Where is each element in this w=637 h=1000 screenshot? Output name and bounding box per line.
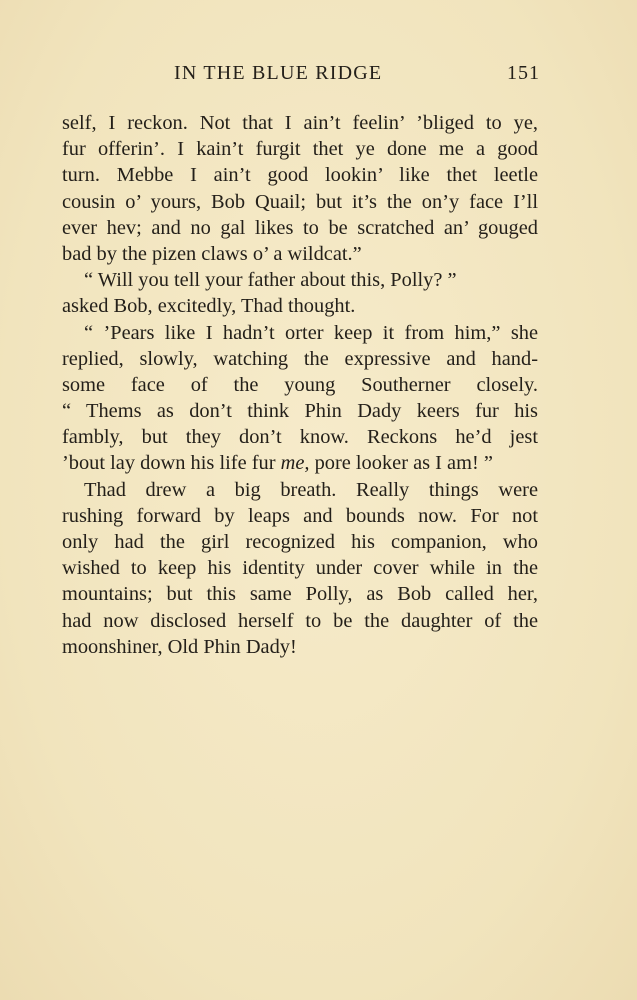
text-line: bad by the pizen claws o’ a wildcat.” bbox=[62, 242, 362, 265]
text-line: self, I reckon. Not that I ain’t feelin’ ’bliged to ye, bbox=[62, 112, 538, 134]
text-line: had now disclosed herself to be the daughter of the bbox=[62, 609, 538, 632]
text-line: turn. Mebbe I ain’t good lookin’ like thet leetle bbox=[62, 164, 538, 187]
running-header bbox=[60, 62, 540, 90]
text-segment: ’bout lay down his life fur bbox=[62, 452, 281, 475]
body-text bbox=[62, 110, 538, 660]
text-line: wished to keep his identity under cover while in the bbox=[62, 557, 538, 580]
running-head-title: IN THE BLUE RIDGE bbox=[174, 62, 383, 84]
text-line: “ ’Pears like I hadn’t orter keep it from him,” she bbox=[84, 321, 538, 344]
text-line: some face of the young Southerner closely. bbox=[62, 373, 538, 396]
italic-word: me, bbox=[280, 452, 310, 475]
text-line: fur offerin’. I kain’t furgit thet ye done me a good bbox=[62, 138, 538, 161]
text-line: fambly, but they don’t know. Reckons he’d jest bbox=[62, 426, 538, 449]
text-segment: pore looker as I am! ” bbox=[309, 452, 493, 475]
text-line: rushing forward by leaps and bounds now. For not bbox=[62, 504, 538, 527]
text-line: cousin o’ yours, Bob Quail; but it’s the on’y face I’ll bbox=[62, 190, 538, 213]
page-number: 151 bbox=[507, 62, 540, 84]
text-line: mountains; but this same Polly, as Bob called her, bbox=[62, 583, 538, 606]
text-line: “ Thems as don’t think Phin Dady keers fur his bbox=[62, 400, 538, 423]
text-line: replied, slowly, watching the expressive and hand- bbox=[62, 347, 538, 370]
text-line: “ Will you tell your father about this, Polly? ” bbox=[84, 269, 457, 292]
text-line: ever hev; and no gal likes to be scratched an’ gouged bbox=[62, 216, 538, 239]
text-line: Thad drew a big breath. Really things were bbox=[84, 478, 538, 501]
text-line: only had the girl recognized his companion, who bbox=[62, 531, 538, 553]
text-line-with-italic bbox=[62, 450, 538, 476]
text-line: moonshiner, Old Phin Dady! bbox=[62, 635, 297, 658]
text-line: asked Bob, excitedly, Thad thought. bbox=[62, 295, 356, 318]
